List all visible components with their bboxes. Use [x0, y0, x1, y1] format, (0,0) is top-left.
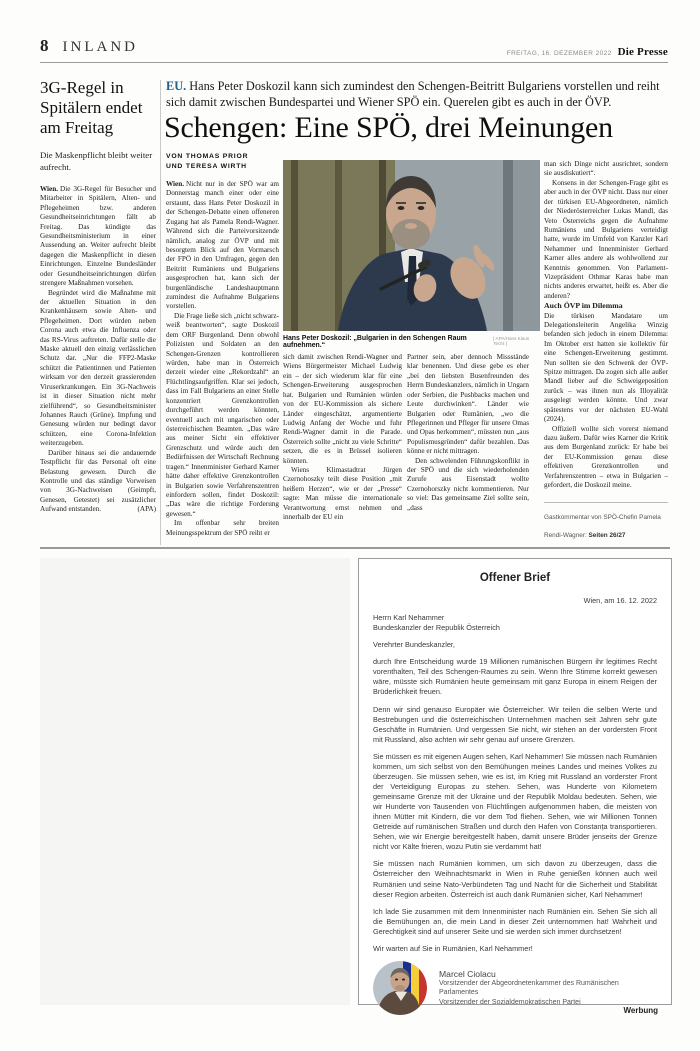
left-article-headline: 3G-Regel in Spitälern endet am Freitag — [40, 78, 143, 138]
letter-dateline: Wien, am 16. 12. 2022 — [583, 596, 657, 605]
photo-credit: [ APA/Hans Klaus Techt ] — [493, 336, 530, 346]
letter-title: Offener Brief — [479, 572, 551, 584]
header-rule — [40, 62, 668, 63]
doskozil-photo — [283, 160, 540, 331]
article-column-3 — [407, 353, 529, 547]
open-letter-ad — [358, 558, 672, 1005]
signer-title: Vorsitzender der Sozialdemokratischen Partei — [439, 998, 581, 1006]
ad-label: Werbung — [623, 1006, 658, 1015]
letter-closing: Wir warten auf Sie in Rumänien, Karl Nehammer! — [373, 943, 533, 953]
paragraph — [40, 449, 156, 515]
page-header — [40, 36, 138, 56]
article-byline — [166, 152, 248, 172]
article-headline: Schengen: Eine SPÖ, drei Meinungen — [164, 111, 613, 144]
left-article-body — [40, 185, 156, 515]
paragraph: Konsens in der Schengen-Frage gibt es aber auch in der ÖVP nicht. Dass nur einer der türkisen EU-Abgeordneten, nämlich der Niederösterreicher Lukas Mandl, das Veto Österreichs gegen die Aufnahme Rumäniens und Bulgariens verteidigt hatte, wurde im Umfeld von Kanzler Karl Nehammer und Innenminister Gerhard Karner alles andere als wohlwollend zur Kenntnis genommen. Von Parlament-Vizepräsident Othmar Karas habe man nichts anderes erwartet, heißt es. Aber die anderen? — [544, 178, 668, 300]
letter-recipient: Herrn Karl Nehammer — [373, 613, 445, 623]
paragraph: Die Frage ließe sich „nicht schwarz-weiß beantworten“, sagte Doskozil dem ORF Burgenland. Denn obwohl Polizisten und Soldaten an den Schengen-Grenzen kontrollieren würden, habe man in Österreich derzeit wieder eine „Rekordzahl“ an Flüchtlingsaufgriffen. Klar sei jedoch, dass im Fall Bulgariens an einer Stelle konzentriert Grenzkontrollen durchgeführt werden könnten, eventuell auch mit ungarischen oder österreichischen Beamten. „Das wäre aus meiner Sicht ein effektiver Grenzschutz und würde auch den Bedürfnissen der Wirtschaft Rechnung tragen.“ Innenminister Gerhard Karner hätte daher effektive Grenzkontrollen in Bulgarien sowie Verfahrenszentren einfordern sollen, findet Doskozil: „Das wäre die richtige Forderung gewesen.“ — [166, 311, 279, 518]
article-column-1 — [166, 180, 279, 547]
article-lead-text: Hans Peter Doskozil kann sich zumindest den Schengen-Beitritt Bulgariens vorstellen und reiht sich damit zwischen Bundespartei und Wiener SPÖ ein. Querelen gibt es auch in der ÖVP. — [166, 79, 660, 109]
letter-paragraph: Sie müssen es mit eigenen Augen sehen, Karl Nehammer! Sie müssen nach Rumänien kommen, um sich selbst von den Bemühungen meines Landes und meines Volkes zu überzeugen. Sie müssen sehen, wie es ist, im Krieg mit Russland an vorderster Front der Verteidigung Europas zu stehen. Sehen, was Hunderte von Kilometern gemeinsame Grenze mit der Ukraine und der Republik Moldau bedeuten. Sehen, wie wir Hunderte von Tausenden von Flüchtlingen aufgenommen haben, die meisten von ihnen Mütter mit Kindern, die vor dem Tod fliehen. Sehen, wie wir Millionen Tonnen Getreide auf rumänischen Straßen und durch den Hafen von Constanța transportieren. Sehen, wie wir Energie bereitgestellt haben, damit unsere Brüder jenseits der Grenze nicht vor Kälte frieren, wozu Putin sie verdammt hat! — [373, 751, 657, 852]
left-article-subhead: Die Maskenpflicht bleibt weiter aufrecht. — [40, 150, 153, 173]
signature-text — [439, 969, 657, 1007]
ciolacu-photo-art — [373, 961, 427, 1015]
letter-paragraph: Sie müssen nach Rumänien kommen, um sich davon zu überzeugen, dass die Österreicher den Weihnachtsmarkt in Wien in Ruhe genießen können auch weil Rumänien und seine Nato-Verbündeten Tag und Nacht für die Sicherheit und Stabilität dieser Region arbeiten. Österreich ist auch dank Rumänien sicher, Karl Nehammer! — [373, 859, 657, 899]
agency-credit: (APA) — [137, 505, 156, 514]
column-divider — [160, 80, 161, 545]
paragraph: Den schwelenden Führungskonflikt in der SPÖ und die sich wiederholenden Zurufe aus Eisenstadt wollte Czernohorszky nicht kommentieren. Nur so viel: Das gemeinsame Ziel sollte sein, „dass — [407, 456, 529, 512]
paragraph-text: Darüber hinaus sei die andauernde Testpflicht für das Personal oft eine Belastung gewesen. Durch die Kontrolle und das ständige Vorweisen von 3G-Nachweisen (Geimpft, Genesen, Getestet) sei zusätzlicher Aufwand entstanden. — [40, 448, 156, 514]
paragraph — [40, 185, 156, 289]
paragraph: Offiziell wollte sich vorerst niemand dazu äußern. Dafür wies Karner die Kritik aus dem Burgenland zurück: Er habe bei der EU-Kommission genau diese effektiven Grenzkontrollen und Verfahrenszentren – etwa in Bulgarien – gefordert, die Doskozil meine. — [544, 424, 668, 490]
paragraph: Partner sein, aber dennoch Missstände klar benennen. Und diese gebe es eher „bei den liebsten Busenfreunden des Herrn Bundeskanzlers, nämlich in Ungarn oder Serbien, die Pushbacks machen und Leute durchwinken“. Länder wie Bulgarien oder Rumänien, „wo die Pflegerinnen und Pfleger für unsere Omas und Opas herkommen“, müssten nun „aus Populismusgründen“ dafür bezahlen. Das könne er nicht mittragen. — [407, 353, 529, 456]
letter-paragraph: durch Ihre Entscheidung wurde 19 Millionen rumänischen Bürgern ihr legitimes Recht vorenthalten, Teil des Schengen-Raumes zu sein. Wenn Ihre Stimme korrekt gewesen wäre, müsste sich Rumänien heute gemeinsam mit ganz Europa in einem Reigen der Brüderlichkeit freuen. — [373, 657, 657, 697]
page-number: 8 — [40, 36, 49, 55]
dateline-leadin: Wien. — [166, 180, 185, 188]
paragraph — [166, 180, 279, 312]
paragraph: Im offenbar sehr breiten Meinungsspektrum der SPÖ reiht er — [166, 519, 279, 537]
letter-paragraph: Denn wir sind genauso Europäer wie Österreicher. Wir teilen die selben Werte und Bestrebungen und die österreichischen Unternehmen machen seit Jahren sehr gute Geschäfte in Rumänien. Und vergessen Sie nicht, wir stehen an der vordersten Front mit Russland, also achten wir sehr genau auf unsere Grenzen. — [373, 704, 657, 744]
paragraph-text: Nicht nur in der SPÖ war am Donnerstag manch einer oder eine erstaunt, dass Hans Peter Doskozil in der Schengen-Debatte einen offeneren Zugang hat als Pamela Rendi-Wagner. Während sich die Parteivorsitzende nämlich, analog zur ÖVP und mit besorgtem Blick auf den Vormarsch der FPÖ in den Umfragen, gegen den Beitritt Rumäniens und Bulgariens ausgesprochen hat, kann sich der burgenländische Landeshauptmann zumindest die Aufnahme Bulgariens vorstellen. — [166, 180, 279, 311]
article-lead — [166, 79, 668, 110]
crossref-note — [544, 502, 668, 542]
article-column-4 — [544, 160, 668, 496]
note-pages: Seiten 26/27 — [588, 532, 626, 539]
paragraph: Wiens Klimastadtrat Jürgen Czernohoszky teilt diese Position „mit heißem Herzen“, wie er der „Presse“ sagte: Man müsse die internationale Verantwortung ernst nehmen und innerhalb der EU ein — [283, 466, 402, 522]
paragraph: Begründet wird die Maßnahme mit der aktuellen Situation in den Krankenhäusern sowie Alten- und Pflegeheimen. Dort würden neben Corona auch etwa die Influenza oder das RS-Virus auftreten. Dafür stelle die Maske aktuell den einzig verlässlichen Schutz dar. „Nur die FFP2-Maske schützt die Patientinnen und Patienten wirksam vor den derzeit grassierenden Viruserkrankungen. Ein 3G-Nachweis ist in dieser Situation nicht mehr zielführend“, so Gesundheitsminister Johannes Rauch (Grüne). Impfung und Genesung würden nur bedingt davor schützen, eine Corona-Infektion weiterzugeben. — [40, 288, 156, 448]
empty-page-area — [40, 558, 350, 1005]
paragraph: Die türkisen Mandatare um Delegationsleiterin Angelika Winzig befanden sich jedoch in einem Dilemma: Im Oktober erst hatten sie kollektiv für eine Schengen-Erweiterung gestimmt. Nun sollten sie den Schwenk der ÖVP-Spitze mittragen. Da zogen sich alle außer Mandl lieber auf die Schweigeposition zurück – was ihnen nun als Illoyalität ausgelegt werden könnte. Und zwar spätestens vor der nächsten EU-Wahl (2024). — [544, 311, 668, 424]
masthead: Die Presse — [617, 46, 668, 58]
header-right — [507, 46, 668, 58]
issue-date: FREITAG, 16. DEZEMBER 2022 — [506, 50, 612, 57]
signer-name: Marcel Ciolacu — [439, 968, 496, 979]
section-title: INLAND — [62, 39, 138, 55]
letter-paragraph: Ich lade Sie zusammen mit dem Innenminister nach Rumänien ein. Sehen Sie sich all die Bemühungen an, die mein Land in dieser Zeit unternommen hat! Wahrheit und Gerechtigkeit sind auf unserer Seite und sie werden sich immer durchsetzen! — [373, 906, 657, 936]
letter-salutation: Verehrter Bundeskanzler, — [373, 640, 455, 650]
dateline-leadin: Wien. — [40, 184, 59, 193]
ciolacu-photo — [373, 961, 427, 1015]
photo-caption-row — [283, 335, 540, 349]
article-column-2 — [283, 353, 402, 547]
paragraph-text: Die 3G-Regel für Besucher und Mitarbeiter in Spitälern, Alten- und Pflegeheimen bzw. anderen Gesundheitseinrichtungen fällt ab Freitag. Das kündigte das Gesundheitsministerium in einer Aussendung an. Weiter aufrecht bleibt dagegen die Maskenpflicht in diesen Einrichtungen. Einzelne Bundesländer oder Gesundheitseinrichtungen dürfen strengere Maßnahmen vorsehen. — [40, 184, 156, 288]
note-plain: Gastkommentar von SPÖ-Chefin Pamela Rendi-Wagner: — [544, 514, 661, 539]
article-kicker: EU. — [166, 79, 187, 93]
byline-line: VON THOMAS PRIOR — [166, 153, 249, 160]
photo-caption: Hans Peter Doskozil: „Bulgarien in den Schengen Raum aufnehmen.“ — [283, 335, 467, 349]
left-article — [40, 78, 156, 515]
paragraph: sich damit zwischen Rendi-Wagner und Wiens Bürgermeister Michael Ludwig ein – der sich wiederum klar für eine Schengen-Erweiterung ausgesprochen hat. Bulgarien und Rumänien würden von der EU-Kommission als sichere Länder eingeschätzt, argumentierte Ludwig Anfang der Woche und fuhr Rendi-Wagner damit in die Parade. Österreich sollte „nicht zu viele Schritte“ setzen, die es in Brüssel isolieren könnten. — [283, 353, 402, 465]
doskozil-photo-art — [283, 160, 540, 331]
note-text — [544, 514, 661, 539]
signer-title: Vorsitzender der Abgeordnetenkammer des Rumänischen Parlamentes — [439, 979, 619, 997]
column-subhead: Auch ÖVP im Dilemma — [544, 301, 623, 311]
paragraph: man sich Dinge nicht ausrichtet, sondern sie ausdiskutiert“. — [544, 160, 668, 178]
section-rule — [40, 547, 670, 549]
letter-recipient: Bundeskanzler der Republik Österreich — [373, 623, 500, 633]
byline-line: UND TERESA WIRTH — [166, 163, 247, 171]
